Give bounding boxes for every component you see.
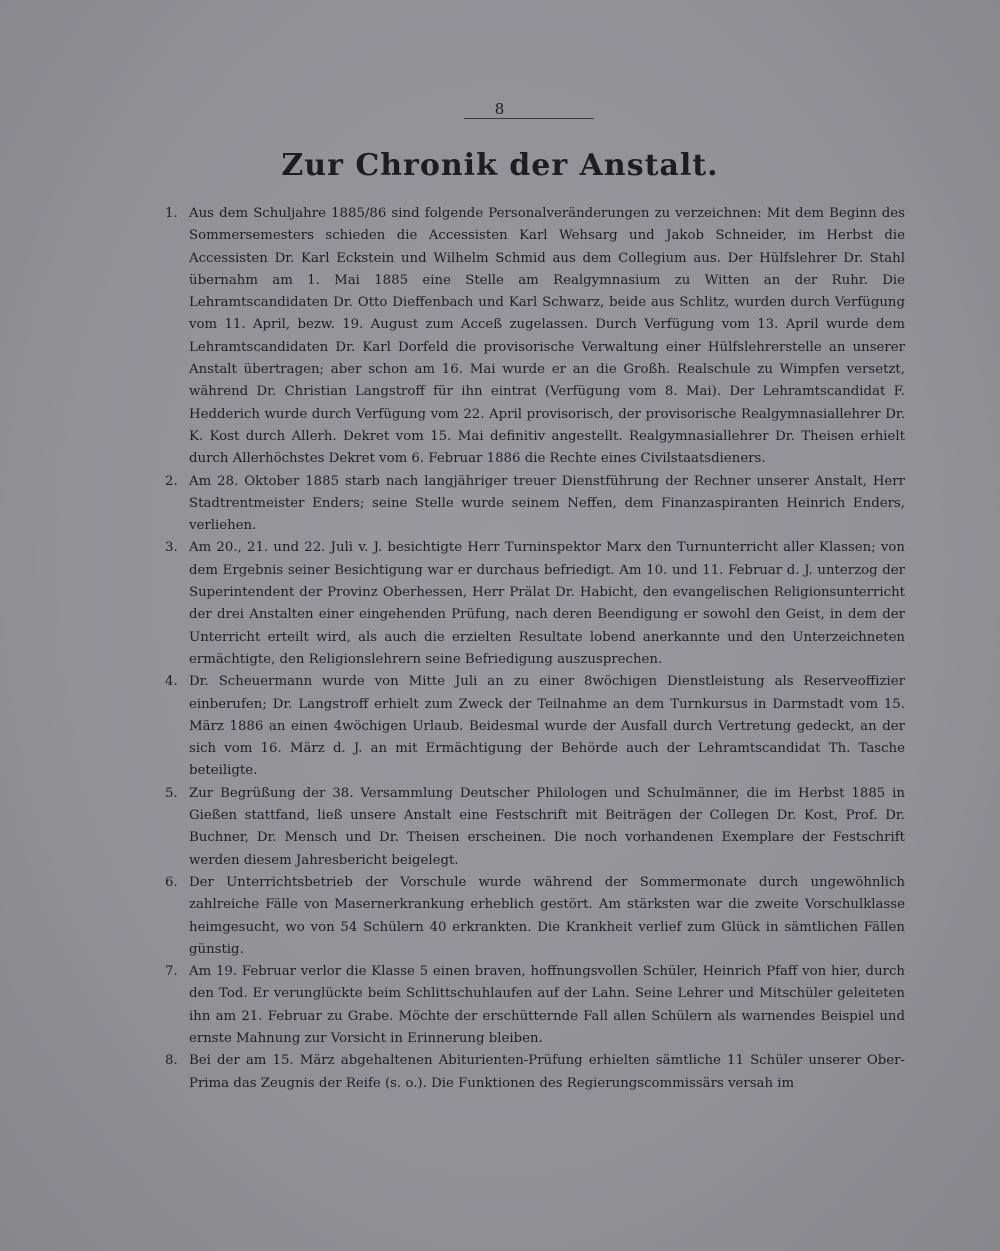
entry-number: 3. [165, 540, 178, 556]
entry-number: 1. [165, 206, 178, 221]
entry-number: 2. [165, 473, 178, 489]
entry-text: Am 19. Februar verlor die Klasse 5 einen braven, hoffnungsvollen Schüler, Heinrich Pfaff von hier, durch den Tod. Er verunglückte beim Schlittschuhlaufen auf der Lahn. Seine Lehrer und Mitschüler geleiteten ihn am 21. Februar zu Grabe. Möchte der erschütternde Fall allen Schülern als warnendes Beispiel und ernste Mahnung zur Vorsicht in Erinnerung bleiben. [189, 964, 905, 1046]
header-rule [464, 118, 594, 119]
chronicle-entry-7 [165, 961, 905, 1050]
entry-number: 4. [165, 674, 178, 690]
entry-text: Aus dem Schuljahre 1885/86 sind folgende Personalveränderungen zu verzeichnen: Mit dem Beginn des Sommersemesters schieden die Accessisten Karl Wehsarg und Jakob Schneider, im Herbst die Accessisten Dr. Karl Eckstein und Wilhelm Schmid aus dem Collegium aus. Der Hülfslehrer Dr. Stahl übernahm am 1. Mai 1885 eine Stelle am Realgymnasium zu Witten an der Ruhr. Die Lehramtscandidaten Dr. Otto Dieffenbach und Karl Schwarz, beide aus Schlitz, wurden durch Verfügung vom 11. April, bezw. 19. August zum Acceß zugelassen. Durch Verfügung vom 13. April wurde dem Lehramtscandidaten Dr. Karl Dorfeld die provisorische Verwaltung einer Hülfslehrerstelle an unserer Anstalt übertragen; aber schon am 16. Mai wurde er an die Großh. Realschule zu Wimpfen versetzt, während Dr. Christian Langstroff für ihn eintrat (Verfügung vom 8. Mai). Der Lehramtscandidat F. Hedderich wurde durch Verfügung vom 22. April provisorisch, der provisorische Realgymnasiallehrer Dr. K. Kost durch Allerh. Dekret vom 15. Mai definitiv angestellt. Realgymnasiallehrer Dr. Theisen erhielt durch Allerhöchstes Dekret vom 6. Februar 1886 die Rechte eines Civilstaatsdieners. [189, 206, 905, 467]
chronicle-entry-4 [165, 671, 905, 782]
chronicle-entry-1 [165, 203, 905, 471]
entry-text: Dr. Scheuermann wurde von Mitte Juli an zu einer 8wöchigen Dienstleistung als Reserveoffizier einberufen; Dr. Langstroff erhielt zum Zweck der Teilnahme an dem Turnkursus in Darmstadt vom 15. März 1886 an einen 4wöchigen Urlaub. Beidesmal wurde der Ausfall durch Vertretung gedeckt, an der sich vom 16. März d. J. an mit Ermächtigung der Behörde auch der Lehramtscandidat Th. Tasche beteiligte. [189, 674, 905, 779]
entry-text: Bei der am 15. März abgehaltenen Abiturienten-Prüfung erhielten sämtliche 11 Schüler unserer Ober-Prima das Zeugnis der Reife (s. o.). Die Funktionen des Regierungscommissärs versah im [189, 1053, 905, 1091]
entry-text: Zur Begrüßung der 38. Versammlung Deutscher Philologen und Schulmänner, die im Herbst 1885 in Gießen stattfand, ließ unsere Anstalt eine Festschrift mit Beiträgen der Collegen Dr. Kost, Prof. Dr. Buchner, Dr. Mensch und Dr. Theisen erscheinen. Die noch vorhandenen Exemplare der Festschrift werden diesem Jahresbericht beigelegt. [189, 785, 905, 868]
entry-text: Am 28. Oktober 1885 starb nach langjähriger treuer Dienstführung der Rechner unserer Anstalt, Herr Stadtrentmeister Enders; seine Stelle wurde seinem Neffen, dem Finanzaspiranten Heinrich Enders, verliehen. [189, 473, 905, 534]
entry-number: 8. [165, 1053, 178, 1069]
chronicle-list [165, 203, 905, 1095]
entry-number: 7. [165, 964, 178, 980]
page-title: Zur Chronik der Anstalt. [281, 148, 719, 183]
entry-text: Am 20., 21. und 22. Juli v. J. besichtigte Herr Turninspektor Marx den Turnunterricht aller Klassen; von dem Ergebnis seiner Besichtigung war er durchaus befriedigt. Am 10. und 11. Februar d. J. unterzog der Superintendent der Provinz Oberhessen, Herr Prälat Dr. Habicht, den evangelischen Religionsunterricht der drei Anstalten einer eingehenden Prüfung, nach deren Beendigung er sowohl den Geist, in dem der Unterricht erteilt wird, als auch die erzielten Resultate lobend anerkannte und den Unterzeichneten ermächtigte, den Religionslehrern seine Befriedigung auszusprechen. [189, 540, 905, 667]
chronicle-entry-3 [165, 537, 905, 671]
chronicle-entry-6 [165, 872, 905, 961]
entry-number: 6. [165, 874, 178, 890]
entry-text: Der Unterrichtsbetrieb der Vorschule wurde während der Sommermonate durch ungewöhnlich zahlreiche Fälle von Masernerkrankung erheblich gestört. Am stärksten war die zweite Vorschulklasse heimgesucht, wo von 54 Schülern 40 erkrankten. Die Krankheit verlief zum Glück in sämtlichen Fällen günstig. [189, 874, 905, 957]
entry-number: 5. [165, 785, 178, 801]
page-number: 8 [494, 100, 506, 118]
chronicle-entry-2 [165, 471, 905, 538]
chronicle-entry-5 [165, 783, 905, 872]
chronicle-entry-8 [165, 1050, 905, 1095]
